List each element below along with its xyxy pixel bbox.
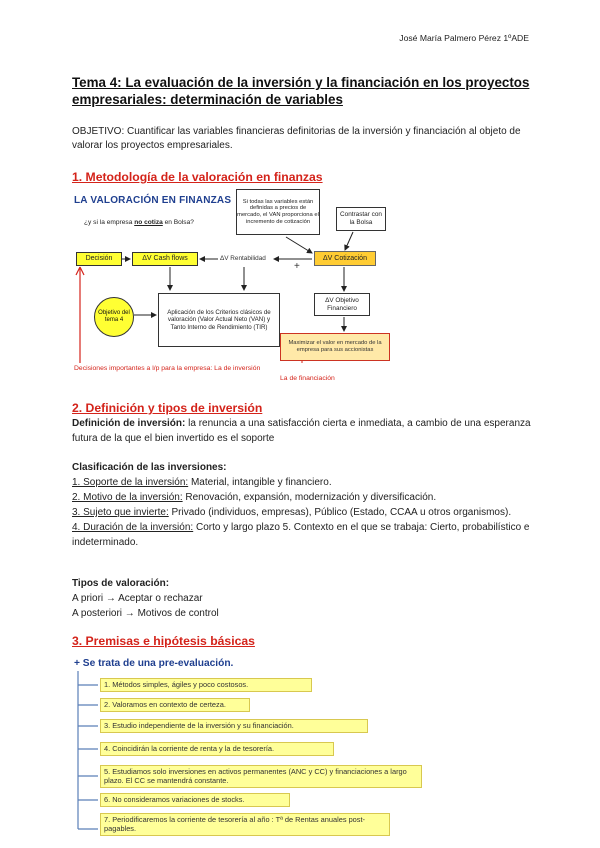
premise-item: 3. Estudio independiente de la inversión y su financiación.: [100, 719, 368, 733]
diagram-question: ¿y si la empresa no cotiza en Bolsa?: [84, 219, 194, 226]
classification-item: 2. Motivo de la inversión: Renovación, expansión, modernización y diversificación.: [72, 492, 437, 503]
valuation-item: A posteriori → Motivos de control: [72, 608, 219, 619]
contrastar-box: Contrastar con la Bolsa: [336, 207, 386, 231]
objective-text: OBJETIVO: Cuantificar las variables financieras definitorias de la inversión y financiación al objeto de valorar los proyectos empresariales.: [72, 126, 521, 151]
premise-item: 2. Valoramos en contexto de certeza.: [100, 698, 250, 712]
rentabilidad-label: ΔV Rentabilidad: [220, 255, 266, 262]
market-variables-box: Si todas las variables están definidas a precios de mercado, el VAN proporciona el incremento de cotización: [236, 189, 320, 235]
cashflows-box: ΔV Cash flows: [132, 252, 198, 266]
decision-box: Decisión: [76, 252, 122, 266]
criterios-box: Aplicación de los Criterios clásicos de valoración (Valor Actual Neto (VAN) y Tanto Interno de Rendimiento (TIR): [158, 293, 280, 347]
classification-block: [72, 460, 532, 550]
classification-item: 4. Duración de la inversión: Corto y largo plazo 5. Contexto en el que se trabaja: Cierto, probabilístico e indeterminado.: [72, 522, 530, 548]
section-1-heading: 1. Metodología de la valoración en finanzas: [72, 170, 323, 184]
objetivo-financiero-box: ΔV Objetivo Financiero: [314, 293, 370, 316]
section-3-heading: 3. Premisas e hipótesis básicas: [72, 634, 255, 648]
definition-paragraph: Definición de inversión: la renuncia a una satisfacción cierta e inmediata, a cambio de una esperanza futura de la que el bien invertido es el soporte: [72, 418, 531, 444]
valuation-title: Tipos de valoración:: [72, 578, 170, 589]
author-header: José María Palmero Pérez 1ºADE: [399, 33, 529, 43]
premises-diagram: [72, 655, 432, 845]
decisiones-label: Decisiones importantes a l/p para la empresa: La de inversión: [74, 365, 261, 372]
classification-title: Clasificación de las inversiones:: [72, 462, 227, 473]
maximizar-box: Maximizar el valor en mercado de la empresa para sus accionistas: [280, 333, 390, 361]
classification-item: 1. Soporte de la inversión: Material, intangible y financiero.: [72, 477, 332, 488]
cotizacion-box: ΔV Cotización: [314, 251, 376, 266]
section-2-heading: 2. Definición y tipos de inversión: [72, 401, 263, 415]
premise-item: 4. Coincidirán la corriente de renta y la de tesorería.: [100, 742, 334, 756]
diagram-title: LA VALORACIÓN EN FINANZAS: [74, 195, 232, 206]
premise-item: 5. Estudiamos solo inversiones en activos permanentes (ANC y CC) y financiaciones a largo plazo. El CC se mantendrá constante.: [100, 765, 422, 788]
plus-sign: +: [294, 261, 300, 272]
premise-item: 6. No consideramos variaciones de stocks.: [100, 793, 290, 807]
premise-item: 1. Métodos simples, ágiles y poco costosos.: [100, 678, 312, 692]
premises-head: + Se trata de una pre-evaluación.: [74, 658, 234, 669]
objective-circle: Objetivo del tema 4: [94, 297, 134, 337]
classification-item: 3. Sujeto que invierte: Privado (individuos, empresas), Público (Estado, CCAA u otros organismos).: [72, 507, 512, 518]
page-title: Tema 4: La evaluación de la inversión y la financiación en los proyectos empresariales: determinación de variables: [72, 75, 530, 107]
premise-item: 7. Periodificaremos la corriente de tesorería al año : Tª de Rentas anuales post-pagables.: [100, 813, 390, 836]
valuation-item: A priori → Aceptar o rechazar: [72, 593, 203, 604]
valuation-diagram: [70, 187, 416, 385]
valuation-types-block: [72, 576, 532, 621]
financiacion-label: La de financiación: [280, 375, 335, 382]
